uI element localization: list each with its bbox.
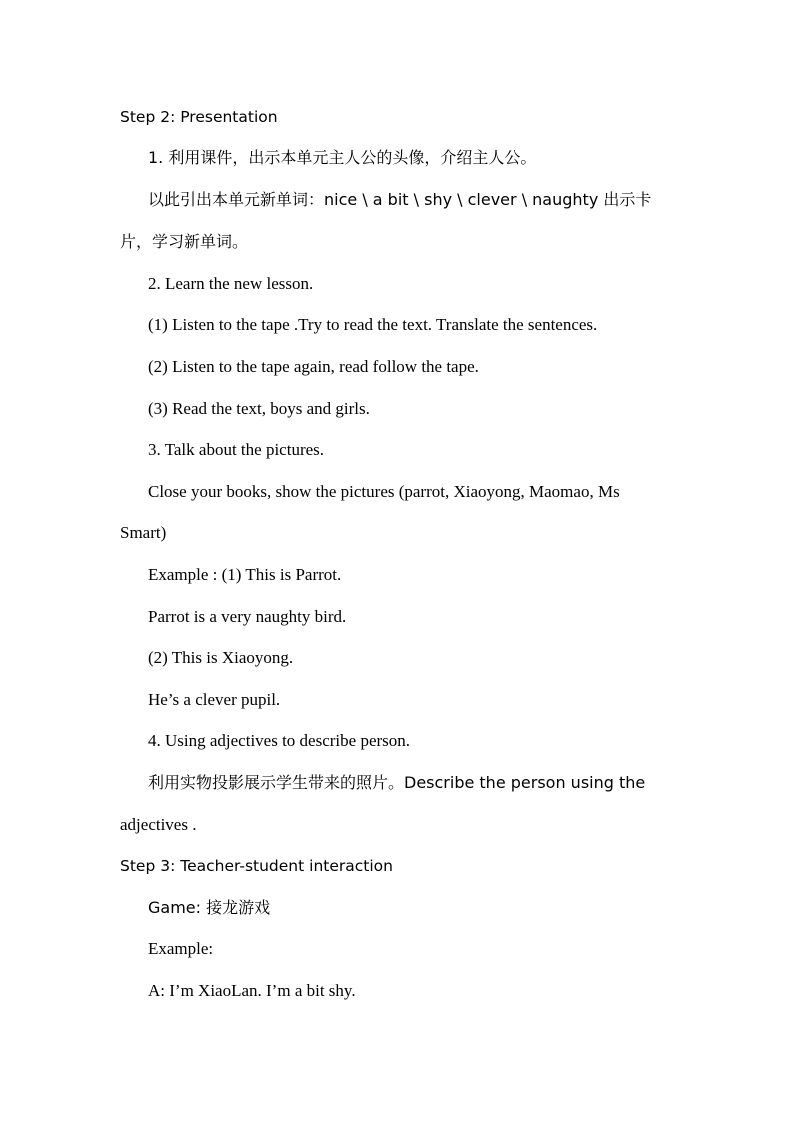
step2-item4-desc-line2: adjectives .	[120, 815, 197, 834]
step2-item2-sub3: (3) Read the text, boys and girls.	[148, 399, 370, 418]
step2-item2-sub2: (2) Listen to the tape again, read follow the tape.	[148, 357, 479, 376]
step2-item4-desc-line1: 利用实物投影展示学生带来的照片。Describe the person using the	[148, 773, 646, 792]
step2-heading: Step 2: Presentation	[120, 108, 278, 126]
step3-example-a: A: I’m XiaoLan. I’m a bit shy.	[148, 981, 356, 1000]
step2-example-2: (2) This is Xiaoyong.	[148, 648, 294, 667]
step2-example-1: Example : (1) This is Parrot.	[148, 565, 342, 584]
step2-item2: 2. Learn the new lesson.	[148, 274, 314, 293]
step2-item1: 1. 利用课件，出示本单元主人公的头像，介绍主人公。	[148, 148, 537, 167]
step3-example-label: Example:	[148, 939, 214, 958]
step2-item3: 3. Talk about the pictures.	[148, 440, 325, 459]
step2-intro-line2: 片，学习新单词。	[120, 232, 249, 251]
step2-item3-desc-line1: Close your books, show the pictures (parrot, Xiaoyong, Maomao, Ms	[148, 482, 620, 501]
step2-example-2b: He’s a clever pupil.	[148, 690, 281, 709]
step2-item2-sub1: (1) Listen to the tape .Try to read the text. Translate the sentences.	[148, 315, 598, 334]
step3-game: Game: 接龙游戏	[148, 898, 271, 917]
step3-heading: Step 3: Teacher-student interaction	[120, 857, 393, 875]
step2-intro-line1: 以此引出本单元新单词：nice \ a bit \ shy \ clever \ naughty 出示卡	[148, 190, 652, 209]
step2-item3-desc-line2: Smart)	[120, 523, 167, 542]
step2-example-1b: Parrot is a very naughty bird.	[148, 607, 347, 626]
step2-item4: 4. Using adjectives to describe person.	[148, 731, 411, 750]
